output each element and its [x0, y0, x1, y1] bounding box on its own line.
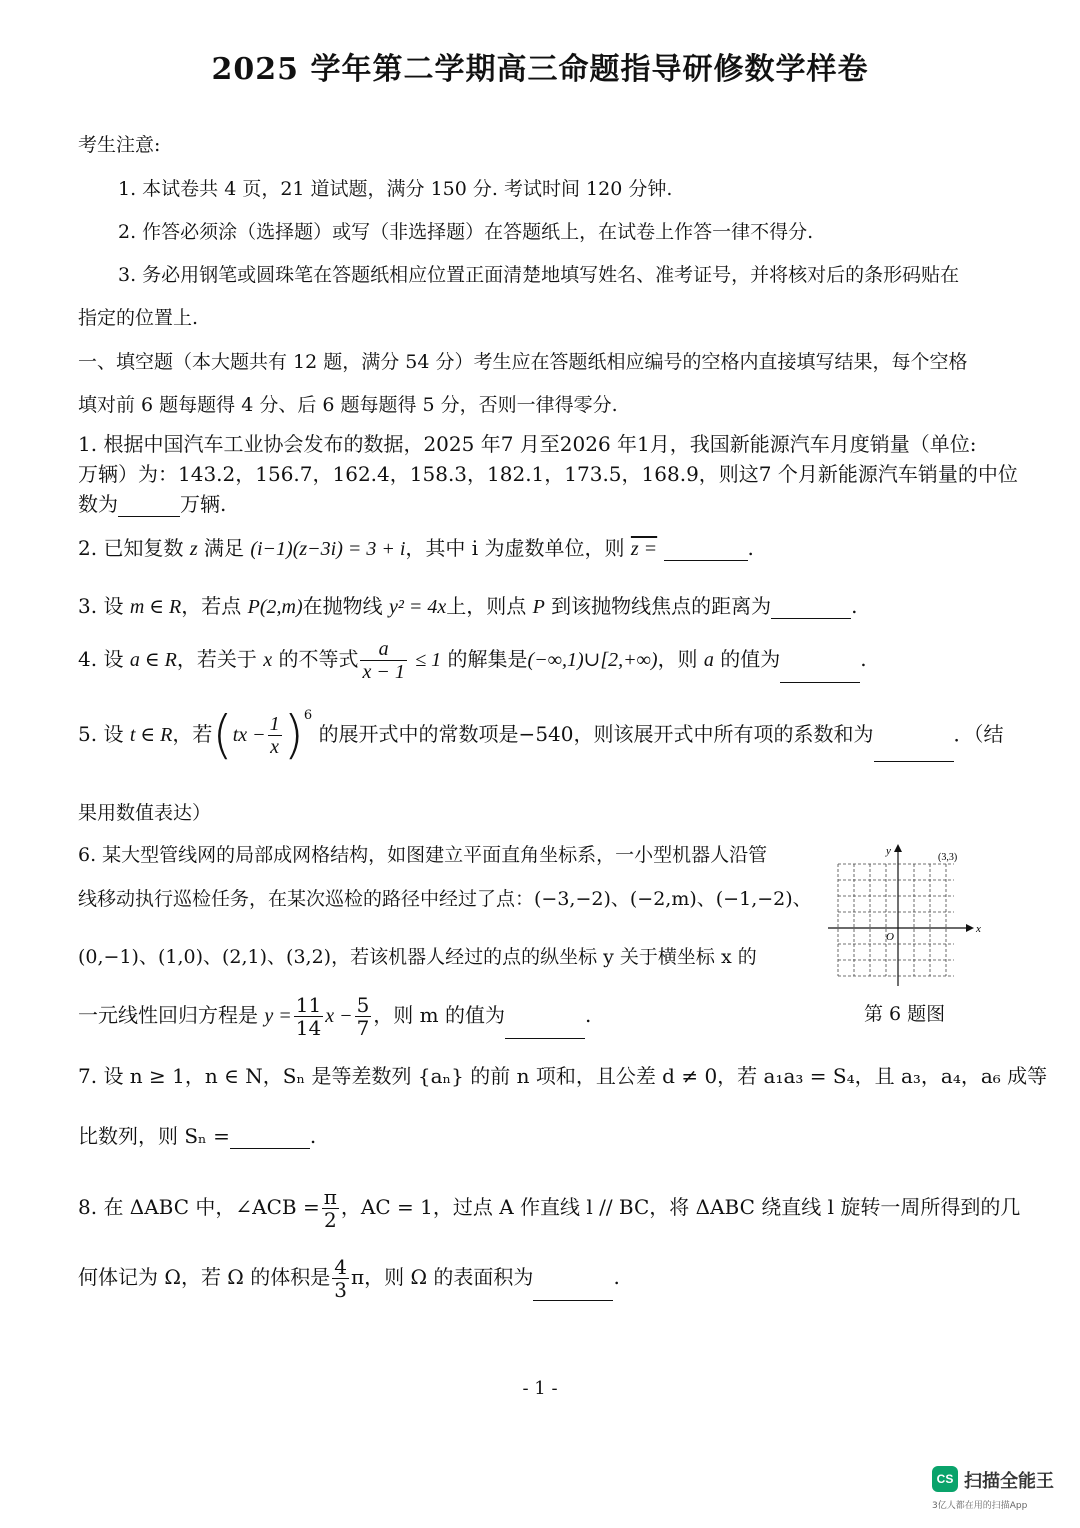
question-6-line-4: 一元线性回归方程是 y = $\frac{11}{14}$ x − $\frac{5}{7}$ ，则 m 的值为 .: [78, 993, 592, 1040]
answer-blank[interactable]: [505, 1018, 585, 1039]
q8-fraction-1: [322, 1186, 339, 1231]
q6-fraction-2: [355, 994, 372, 1039]
q8-text: 8. 在 ΔABC 中，∠ACB =: [78, 1195, 320, 1219]
question-1-line-3: [78, 488, 226, 517]
denominator: 14: [295, 1016, 322, 1040]
q5-fraction: [268, 713, 282, 758]
q8-text: 何体记为 Ω，若 Ω 的体积是: [78, 1265, 331, 1289]
q5-exponent: 6: [303, 708, 313, 723]
q4-math: (−∞,1)∪[2,+∞): [527, 649, 658, 671]
page-number: - 1 -: [522, 1378, 558, 1399]
q3-text: 到该抛物线焦点的距离为: [551, 594, 772, 618]
q6-math: x −: [325, 1005, 353, 1027]
denominator: 7: [356, 1016, 370, 1040]
question-1-line-1: 1. 根据中国汽车工业协会发布的数据，2025 年7 月至2026 年1月，我国新能源汽车月度销量（单位:: [78, 432, 977, 456]
q4-text: 的不等式: [278, 647, 359, 671]
section-1-intro-cont: 填对前 6 题每题得 4 分、后 6 题每题得 5 分，否则一律得零分.: [78, 394, 618, 416]
answer-blank[interactable]: [664, 540, 748, 561]
q4-math: x: [263, 649, 273, 671]
q3-text: ，若点: [181, 594, 242, 618]
q4-text: ，则: [657, 647, 698, 671]
question-8-line-2: 何体记为 Ω，若 Ω 的体积是 $\frac{4}{3}$ π，则 Ω 的表面积为 .: [78, 1255, 620, 1302]
q5-text: ．（结: [953, 722, 1004, 746]
denominator: 2: [323, 1208, 337, 1232]
q2-equation: (i−1)(z−3i) = 3 + i: [250, 538, 406, 560]
question-6-line-3: (0,−1)、(1,0)、(2,1)、(3,2)，若该机器人经过的点的纵坐标 y 关于横坐标 x 的: [78, 946, 757, 968]
question-6-line-2: 线移动执行巡检任务，在某次巡检的路径中经过了点：(−3,−2)、(−2,m)、(−1,−2)、: [78, 888, 812, 910]
answer-blank[interactable]: [533, 1280, 613, 1301]
q4-math: ≤ 1: [415, 649, 442, 671]
question-6-grid-figure: [826, 844, 986, 989]
q4-text: ，若关于: [176, 647, 257, 671]
q5-math: t ∈ R: [129, 724, 173, 746]
y-axis-label: y: [886, 845, 891, 857]
close-paren: ): [283, 705, 304, 766]
q7-text: 比数列，则 Sₙ =: [78, 1124, 230, 1148]
q3-math: m ∈ R: [129, 596, 182, 618]
q2-var: z: [189, 538, 198, 560]
q6-math: y =: [264, 1005, 292, 1027]
scanner-watermark: [932, 1466, 1072, 1516]
q4-fraction: [360, 638, 406, 683]
q2-text: ，其中 i 为虚数单位，则: [405, 536, 625, 560]
q2-text: 2. 已知复数: [78, 536, 184, 560]
q6-text: ，则 m 的值为: [373, 1003, 505, 1027]
y-axis-arrow: [894, 844, 902, 852]
page-title: 2025 学年第二学期高三命题指导研修数学样卷: [211, 52, 869, 87]
denominator: x: [270, 736, 280, 758]
notice-item-3-cont: 指定的位置上.: [78, 307, 199, 329]
figure-caption: 第 6 题图: [864, 1003, 946, 1025]
numerator: 11: [295, 993, 322, 1017]
question-7-line-2: 比数列，则 Sₙ = .: [78, 1124, 317, 1148]
q2-text: 满足: [203, 536, 244, 560]
camscanner-icon: CS: [932, 1466, 958, 1492]
answer-blank[interactable]: [771, 598, 851, 619]
answer-blank[interactable]: [230, 1128, 310, 1149]
q5-text: ，若: [172, 722, 213, 746]
question-2: 2. 已知复数 z 满足 (i−1)(z−3i) = 3 + i，其中 i 为虚数单位，则 z = .: [78, 536, 754, 560]
watermark-tagline: 3亿人都在用的扫描App: [932, 1501, 1028, 1511]
notice-heading: 考生注意:: [78, 134, 161, 156]
question-7-line-1: 7. 设 n ≥ 1，n ∈ N，Sₙ 是等差数列 {aₙ} 的前 n 项和，且公差 d ≠ 0，若 a₁a₃ = S₄，且 a₃，a₄，a₆ 成等: [78, 1064, 1048, 1088]
q3-text: 3. 设: [78, 594, 124, 618]
q3-math: y² = 4x: [388, 596, 447, 618]
q5-math: tx −: [232, 724, 266, 746]
denominator: 3: [334, 1278, 347, 1302]
q8-text: π，则 Ω 的表面积为: [350, 1265, 534, 1289]
q1-text: 万辆.: [180, 492, 227, 516]
q3-text: 在抛物线: [302, 594, 383, 618]
numerator: 1: [269, 713, 280, 735]
q5-text: 的展开式中的常数项是−540，则该展开式中所有项的系数和为: [318, 722, 874, 746]
question-4: 4. 设 a ∈ R，若关于 x 的不等式 $\frac{a}{x - 1}$ ≤ 1 的解集是(−∞,1)∪[2,+∞)，则 a 的值为 .: [78, 638, 867, 683]
answer-blank[interactable]: [874, 741, 954, 762]
q6-fraction-1: [294, 994, 323, 1039]
question-5: [78, 705, 1004, 766]
q3-math: P: [532, 596, 545, 618]
question-5-cont: 果用数值表达）: [78, 802, 212, 824]
q4-text: 4. 设: [78, 647, 124, 671]
q3-text: 上，则点: [446, 594, 527, 618]
q4-math: a ∈ R: [129, 649, 177, 671]
notice-item-2: 2. 作答必须涂（选择题）或写（非选择题）在答题纸上，在试卷上作答一律不得分.: [118, 221, 814, 243]
q6-text: 一元线性回归方程是: [78, 1003, 258, 1027]
watermark-name: 扫描全能王: [964, 1471, 1054, 1492]
q1-text: 数为: [78, 492, 118, 516]
point-label: (3,3): [938, 852, 958, 863]
q4-text: 的值为: [720, 647, 781, 671]
open-paren: (: [212, 705, 233, 766]
q4-text: 的解集是: [447, 647, 528, 671]
x-axis-arrow: [966, 924, 974, 932]
question-8-line-1: [78, 1186, 1020, 1231]
question-1-line-2: 万辆）为：143.2，156.7，162.4，158.3，182.1，173.5，168.9，则这7 个月新能源汽车销量的中位: [78, 462, 1018, 486]
grid-lines: [838, 864, 954, 976]
q5-text: 5. 设: [78, 722, 124, 746]
notice-item-3: 3. 务必用钢笔或圆珠笔在答题纸相应位置正面清楚地填写姓名、准考证号，并将核对后的条形码贴在: [118, 264, 960, 286]
q4-math: a: [703, 649, 714, 671]
numerator: a: [360, 638, 406, 661]
question-3: 3. 设 m ∈ R，若点 P(2,m)在抛物线 y² = 4x上，则点 P 到该抛物线焦点的距离为 .: [78, 594, 858, 618]
numerator: π: [323, 1185, 337, 1209]
section-1-intro: 一、填空题（本大题共有 12 题，满分 54 分）考生应在答题纸相应编号的空格内直接填写结果，每个空格: [78, 351, 968, 373]
denominator: x − 1: [362, 661, 405, 683]
notice-item-1: 1. 本试卷共 4 页，21 道试题，满分 150 分. 考试时间 120 分钟.: [118, 178, 673, 200]
numerator: 4: [334, 1255, 347, 1279]
origin-label: O: [886, 931, 894, 943]
q8-fraction-2: [332, 1256, 349, 1301]
question-6-line-1: 6. 某大型管线网的局部成网格结构，如图建立平面直角坐标系，一小型机器人沿管: [78, 844, 768, 866]
q2-zbar: z =: [630, 538, 658, 560]
answer-blank[interactable]: [780, 662, 860, 683]
numerator: 5: [356, 993, 370, 1017]
answer-blank[interactable]: [118, 496, 180, 517]
q8-text: ，AC = 1，过点 A 作直线 l // BC，将 ΔABC 绕直线 l 旋转一周所得到的几: [340, 1195, 1021, 1219]
q3-math: P(2,m): [247, 596, 303, 618]
x-axis-label: x: [976, 923, 981, 935]
